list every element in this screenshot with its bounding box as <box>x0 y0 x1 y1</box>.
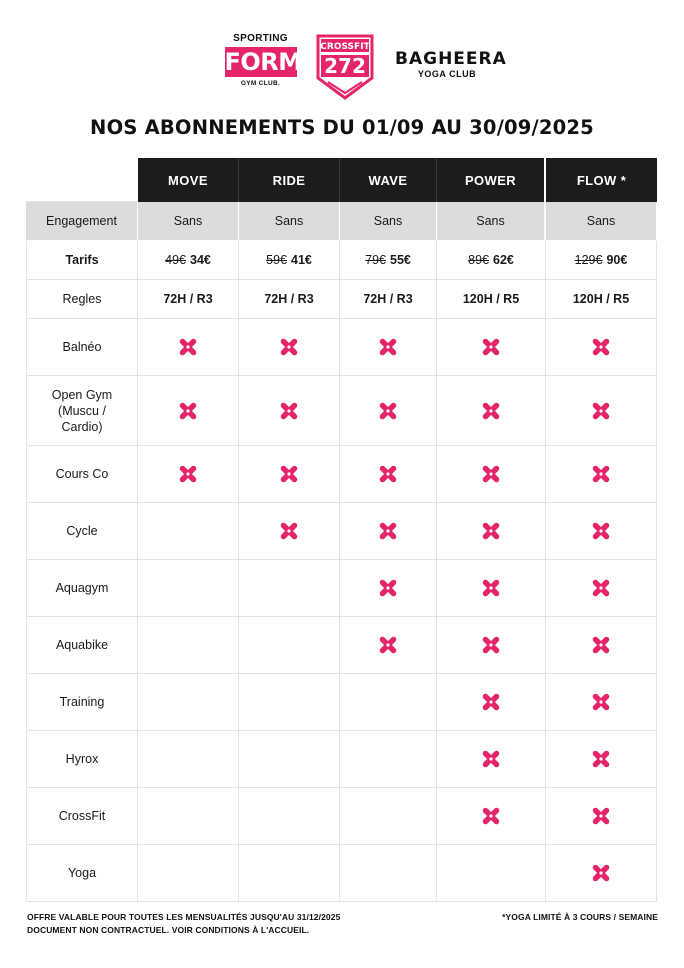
feature-cell <box>546 845 657 902</box>
feature-cell <box>437 503 546 560</box>
x-mark-icon <box>379 338 397 356</box>
subscription-table <box>26 158 657 902</box>
feature-row <box>26 731 657 788</box>
table-header-row <box>26 158 657 202</box>
plan-header-ride: RIDE <box>239 158 340 202</box>
x-mark-icon <box>482 693 500 711</box>
feature-cell <box>340 446 437 503</box>
feature-cell <box>239 788 340 845</box>
feature-cell <box>138 788 239 845</box>
feature-cell <box>437 788 546 845</box>
regles-row <box>26 280 657 319</box>
x-mark-icon <box>482 750 500 768</box>
feature-cell <box>340 845 437 902</box>
x-mark-icon <box>482 636 500 654</box>
feature-label: Balnéo <box>26 319 138 376</box>
plan-header-power: POWER <box>437 158 546 202</box>
x-mark-icon <box>379 402 397 420</box>
feature-cell <box>239 674 340 731</box>
feature-cell <box>546 788 657 845</box>
feature-cell <box>546 376 657 446</box>
crossfit-logo-number: 272 <box>324 54 366 78</box>
tarif-cell <box>239 241 340 280</box>
footer-yoga-note: *YOGA LIMITÉ À 3 COURS / SEMAINE <box>502 912 658 922</box>
feature-label: Open Gym (Muscu / Cardio) <box>26 376 138 446</box>
x-mark-icon <box>379 636 397 654</box>
feature-label: Hyrox <box>26 731 138 788</box>
plan-header-flow: FLOW * <box>546 158 657 202</box>
feature-cell <box>546 674 657 731</box>
feature-cell <box>239 319 340 376</box>
engagement-value: Sans <box>138 202 239 241</box>
feature-label: Cours Co <box>26 446 138 503</box>
feature-label: Yoga <box>26 845 138 902</box>
sporting-form-logo-main: FORM <box>224 48 302 76</box>
feature-cell <box>546 731 657 788</box>
new-price: 41€ <box>291 253 312 267</box>
x-mark-icon <box>379 465 397 483</box>
x-mark-icon <box>179 465 197 483</box>
x-mark-icon <box>280 465 298 483</box>
x-mark-icon <box>280 522 298 540</box>
new-price: 62€ <box>493 253 514 267</box>
x-mark-icon <box>592 864 610 882</box>
feature-cell <box>138 446 239 503</box>
crossfit-logo-top: CROSSFIT <box>320 42 370 52</box>
feature-cell <box>239 560 340 617</box>
feature-cell <box>340 319 437 376</box>
old-price: 79€ <box>365 253 386 267</box>
x-mark-icon <box>179 402 197 420</box>
feature-cell <box>138 674 239 731</box>
x-mark-icon <box>379 579 397 597</box>
feature-cell <box>340 617 437 674</box>
feature-cell <box>546 617 657 674</box>
feature-cell <box>138 560 239 617</box>
feature-cell <box>239 376 340 446</box>
new-price: 34€ <box>190 253 211 267</box>
feature-cell <box>437 845 546 902</box>
feature-cell <box>437 674 546 731</box>
x-mark-icon <box>592 693 610 711</box>
x-mark-icon <box>592 522 610 540</box>
old-price: 59€ <box>266 253 287 267</box>
x-mark-icon <box>482 807 500 825</box>
engagement-value: Sans <box>546 202 657 241</box>
x-mark-icon <box>280 338 298 356</box>
old-price: 49€ <box>165 253 186 267</box>
sporting-form-logo-bottom: GYM CLUB. <box>240 80 281 87</box>
feature-cell <box>340 560 437 617</box>
feature-row <box>26 617 657 674</box>
tarif-cell <box>138 241 239 280</box>
feature-cell <box>546 446 657 503</box>
plan-header-wave: WAVE <box>340 158 437 202</box>
sporting-form-logo <box>224 33 302 100</box>
x-mark-icon <box>592 750 610 768</box>
bagheera-logo-name: BAGHEERA <box>395 49 507 69</box>
feature-cell <box>138 376 239 446</box>
tarifs-row <box>26 241 657 280</box>
engagement-label: Engagement <box>26 202 138 241</box>
regles-value: 120H / R5 <box>546 280 657 319</box>
feature-cell <box>546 319 657 376</box>
feature-cell <box>239 731 340 788</box>
feature-label: Training <box>26 674 138 731</box>
tarif-cell <box>340 241 437 280</box>
feature-cell <box>138 617 239 674</box>
old-price: 129€ <box>574 253 603 267</box>
feature-row <box>26 376 657 446</box>
engagement-value: Sans <box>340 202 437 241</box>
crossfit-272-shield-icon <box>316 34 376 100</box>
feature-cell <box>138 319 239 376</box>
page-title: NOS ABONNEMENTS DU 01/09 AU 30/09/2025 <box>90 116 594 139</box>
new-price: 90€ <box>606 253 628 267</box>
bagheera-logo-sub: YOGA CLUB <box>417 69 477 79</box>
feature-cell <box>340 674 437 731</box>
old-price: 89€ <box>468 253 489 267</box>
feature-row <box>26 560 657 617</box>
feature-cell <box>437 319 546 376</box>
feature-cell <box>239 845 340 902</box>
feature-cell <box>340 503 437 560</box>
regles-value: 120H / R5 <box>437 280 546 319</box>
feature-cell <box>340 788 437 845</box>
x-mark-icon <box>482 338 500 356</box>
x-mark-icon <box>592 636 610 654</box>
feature-row <box>26 788 657 845</box>
footer-conditions <box>27 911 340 936</box>
feature-cell <box>239 503 340 560</box>
x-mark-icon <box>482 522 500 540</box>
x-mark-icon <box>592 807 610 825</box>
crossfit-272-logo <box>316 34 376 100</box>
feature-cell <box>138 845 239 902</box>
x-mark-icon <box>592 402 610 420</box>
footer-line-1: OFFRE VALABLE POUR TOUTES LES MENSUALITÉS JUSQU'AU 31/12/2025 <box>27 912 341 922</box>
feature-row <box>26 503 657 560</box>
x-mark-icon <box>482 465 500 483</box>
feature-cell <box>138 731 239 788</box>
x-mark-icon <box>280 402 298 420</box>
feature-cell <box>340 376 437 446</box>
feature-cell <box>239 617 340 674</box>
regles-value: 72H / R3 <box>138 280 239 319</box>
feature-cell <box>437 617 546 674</box>
x-mark-icon <box>482 579 500 597</box>
feature-cell <box>546 503 657 560</box>
x-mark-icon <box>592 465 610 483</box>
engagement-value: Sans <box>437 202 546 241</box>
feature-label: CrossFit <box>26 788 138 845</box>
regles-label: Regles <box>26 280 138 319</box>
bagheera-logo <box>395 49 507 79</box>
tarif-cell <box>546 241 657 280</box>
plan-header-move: MOVE <box>138 158 239 202</box>
feature-cell <box>138 503 239 560</box>
feature-row <box>26 319 657 376</box>
header-corner <box>26 158 138 202</box>
x-mark-icon <box>379 522 397 540</box>
sporting-form-logo-top: SPORTING <box>233 33 288 44</box>
feature-cell <box>239 446 340 503</box>
feature-row <box>26 845 657 902</box>
feature-row <box>26 446 657 503</box>
engagement-row <box>26 202 657 241</box>
feature-cell <box>437 446 546 503</box>
feature-label: Aquabike <box>26 617 138 674</box>
engagement-value: Sans <box>239 202 340 241</box>
tarif-cell <box>437 241 546 280</box>
new-price: 55€ <box>390 253 411 267</box>
feature-cell <box>546 560 657 617</box>
tarifs-label: Tarifs <box>26 241 138 280</box>
logos-bar <box>0 30 684 102</box>
feature-cell <box>340 731 437 788</box>
x-mark-icon <box>179 338 197 356</box>
regles-value: 72H / R3 <box>239 280 340 319</box>
feature-cell <box>437 560 546 617</box>
x-mark-icon <box>592 338 610 356</box>
footer-line-2: DOCUMENT NON CONTRACTUEL. VOIR CONDITIONS À L'ACCUEIL. <box>27 924 310 935</box>
regles-value: 72H / R3 <box>340 280 437 319</box>
x-mark-icon <box>592 579 610 597</box>
feature-cell <box>437 731 546 788</box>
feature-label: Cycle <box>26 503 138 560</box>
feature-row <box>26 674 657 731</box>
feature-label: Aquagym <box>26 560 138 617</box>
feature-cell <box>437 376 546 446</box>
x-mark-icon <box>482 402 500 420</box>
